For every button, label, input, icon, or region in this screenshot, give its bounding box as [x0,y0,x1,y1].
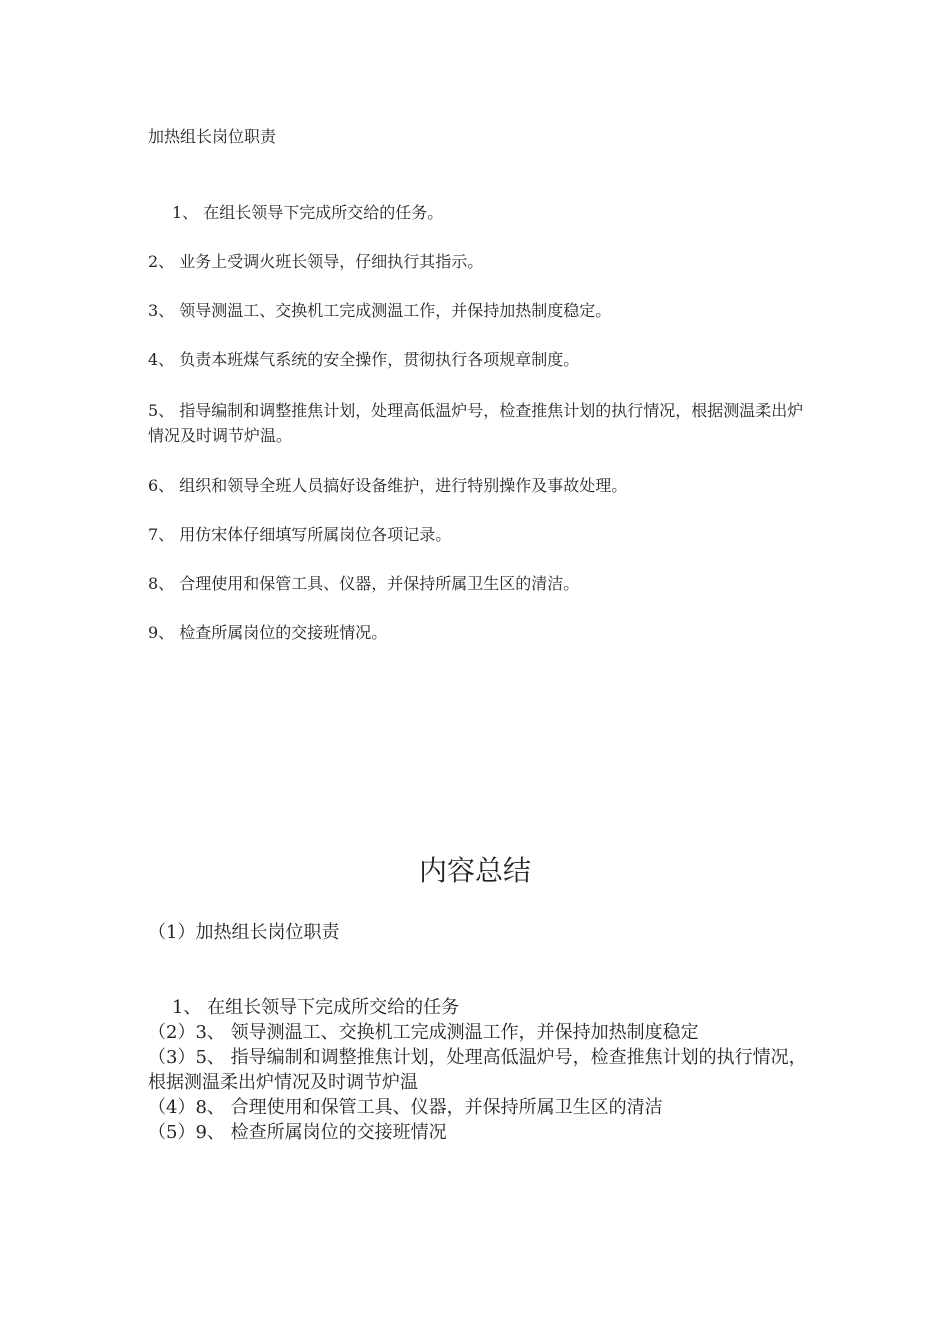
summary-line-6: （5）9、 检查所属岗位的交接班情况 [148,1122,447,1143]
duty-item-6: 6、 组织和领导全班人员搞好设备维护，进行特别操作及事故处理。 [148,476,628,495]
summary-heading: 内容总结 [418,854,531,887]
summary-line-1: （1）加热组长岗位职责 [148,922,340,943]
duty-item-2: 2、 业务上受调火班长领导，仔细执行其指示。 [148,252,484,271]
summary-line-3: （2）3、 领导测温工、交换机工完成测温工作，并保持加热制度稳定 [148,1022,699,1043]
duty-item-7: 7、 用仿宋体仔细填写所属岗位各项记录。 [148,525,452,544]
duty-item-3: 3、 领导测温工、交换机工完成测温工作，并保持加热制度稳定。 [148,301,612,320]
duty-item-5: 5、 指导编制和调整推焦计划，处理高低温炉号，检查推焦计划的执行情况，根据测温柔出炉情况及时调节炉温。 [148,401,804,445]
summary-line-2: 1、 在组长领导下完成所交给的任务 [172,997,460,1018]
duty-item-4: 4、 负责本班煤气系统的安全操作，贯彻执行各项规章制度。 [148,350,580,369]
duty-item-8: 8、 合理使用和保管工具、仪器，并保持所属卫生区的清洁。 [148,574,580,593]
summary-line-5: （4）8、 合理使用和保管工具、仪器，并保持所属卫生区的清洁 [148,1097,663,1118]
duty-item-1: 1、 在组长领导下完成所交给的任务。 [172,203,444,222]
duty-item-9: 9、 检查所属岗位的交接班情况。 [148,623,388,642]
summary-line-4: （3）5、 指导编制和调整推焦计划，处理高低温炉号，检查推焦计划的执行情况，根据测温柔出炉情况及时调节炉温 [148,1047,807,1093]
document-title: 加热组长岗位职责 [148,127,277,146]
